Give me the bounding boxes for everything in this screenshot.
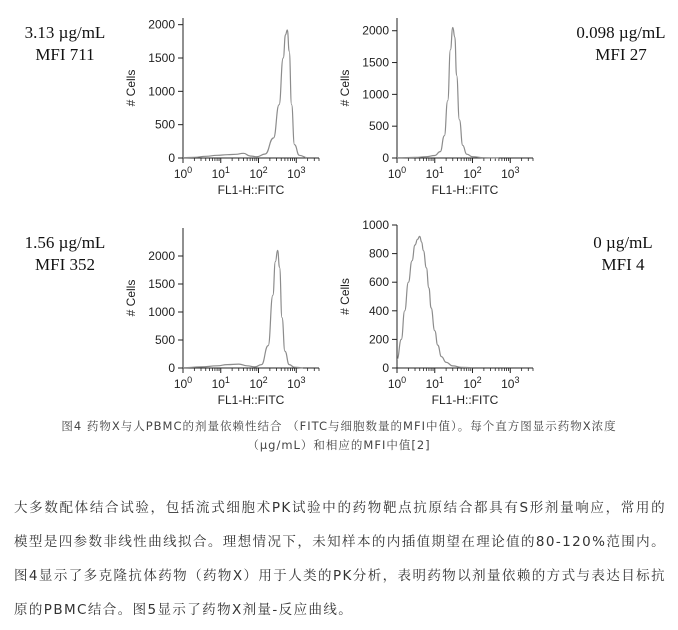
y-tick-label: 800 [368, 246, 389, 261]
y-tick-label: 1000 [362, 218, 389, 232]
x-tick-label: $10^3$ [501, 375, 520, 391]
x-axis-label: FL1-H::FITC [217, 183, 285, 197]
y-tick-label: 500 [154, 117, 175, 132]
x-tick-label: $10^3$ [287, 375, 306, 391]
histogram-curve [183, 250, 303, 367]
dose-value: 0.098 µg/mL [576, 23, 666, 42]
x-tick-label: $10^1$ [211, 375, 230, 391]
x-tick-label: $10^0$ [173, 375, 193, 391]
y-axis-label: # Cells [124, 69, 138, 107]
histogram-curve [397, 28, 499, 158]
x-tick-label: $10^1$ [425, 375, 444, 391]
x-tick-label: $10^0$ [387, 375, 407, 391]
y-axis-label: # Cells [338, 69, 352, 107]
y-axis-label: # Cells [338, 278, 352, 315]
x-tick-label: $10^0$ [173, 165, 193, 181]
dose-value: 3.13 µg/mL [24, 23, 106, 42]
y-tick-label: 1000 [148, 305, 175, 319]
y-tick-label: 1500 [362, 55, 389, 70]
y-tick-label: 0 [382, 151, 389, 165]
dose-label-top-left [10, 22, 120, 66]
mfi-value: MFI 27 [595, 45, 647, 64]
y-tick-label: 500 [154, 333, 175, 347]
caption-line-1: 图4 药物X与人PBMC的剂量依赖性结合 （FITC与细胞数量的MFI中值）。每个直方图显示药物X浓度 [61, 419, 617, 433]
x-axis-label: FL1-H::FITC [431, 393, 499, 406]
y-tick-label: 400 [368, 303, 389, 318]
y-tick-label: 0 [382, 361, 389, 375]
y-tick-label: 1000 [362, 87, 389, 102]
figure-caption [0, 417, 678, 455]
dose-value: 0 µg/mL [593, 233, 653, 252]
y-tick-label: 0 [168, 361, 175, 375]
y-tick-label: 1500 [148, 277, 175, 291]
x-tick-label: $10^3$ [287, 165, 306, 181]
x-tick-label: $10^2$ [249, 375, 268, 391]
x-axis-label: FL1-H::FITC [217, 393, 285, 406]
x-tick-label: $10^2$ [463, 375, 482, 391]
y-tick-label: 500 [368, 119, 389, 134]
body-paragraph [14, 491, 666, 627]
y-tick-label: 1500 [148, 51, 175, 65]
histogram-curve [183, 30, 308, 158]
y-tick-label: 1000 [148, 84, 175, 99]
x-tick-label: $10^1$ [211, 165, 230, 181]
dose-label-bottom-right [568, 232, 678, 276]
mfi-value: MFI 352 [35, 255, 95, 274]
y-tick-label: 2000 [148, 17, 175, 32]
y-axis-label: # Cells [124, 279, 138, 317]
dose-value: 1.56 µg/mL [24, 233, 106, 252]
y-tick-label: 600 [368, 275, 389, 290]
dose-label-bottom-left [10, 232, 120, 276]
histogram-curve [397, 236, 473, 367]
x-tick-label: $10^0$ [387, 165, 407, 181]
mfi-value: MFI 4 [601, 255, 645, 274]
paragraph-text: 大多数配体结合试验，包括流式细胞术PK试验中的药物靶点抗原结合都具有S形剂量响应，常用的模型是四参数非线性曲线拟合。理想情况下，未知样本的内插值期望在理论值的80-120%范围内。图4显示了多克隆抗体药物（药物X）用于人类的PK分析，表明药物以剂量依赖的方式与表达目标抗原的PBMC结合。图5显示了药物X剂量-反应曲线。 [14, 500, 666, 618]
x-tick-label: $10^3$ [501, 165, 520, 181]
y-tick-label: 2000 [362, 23, 389, 38]
y-tick-label: 200 [368, 332, 389, 347]
x-tick-label: $10^2$ [463, 165, 482, 181]
x-tick-label: $10^1$ [425, 165, 444, 181]
y-tick-label: 0 [168, 151, 175, 165]
dose-label-top-right [564, 22, 678, 66]
mfi-value: MFI 711 [35, 45, 95, 64]
caption-line-2: （μg/mL）和相应的MFI中值[2] [247, 438, 431, 452]
x-axis-label: FL1-H::FITC [431, 183, 499, 197]
x-tick-label: $10^2$ [249, 165, 268, 181]
y-tick-label: 2000 [148, 249, 175, 263]
